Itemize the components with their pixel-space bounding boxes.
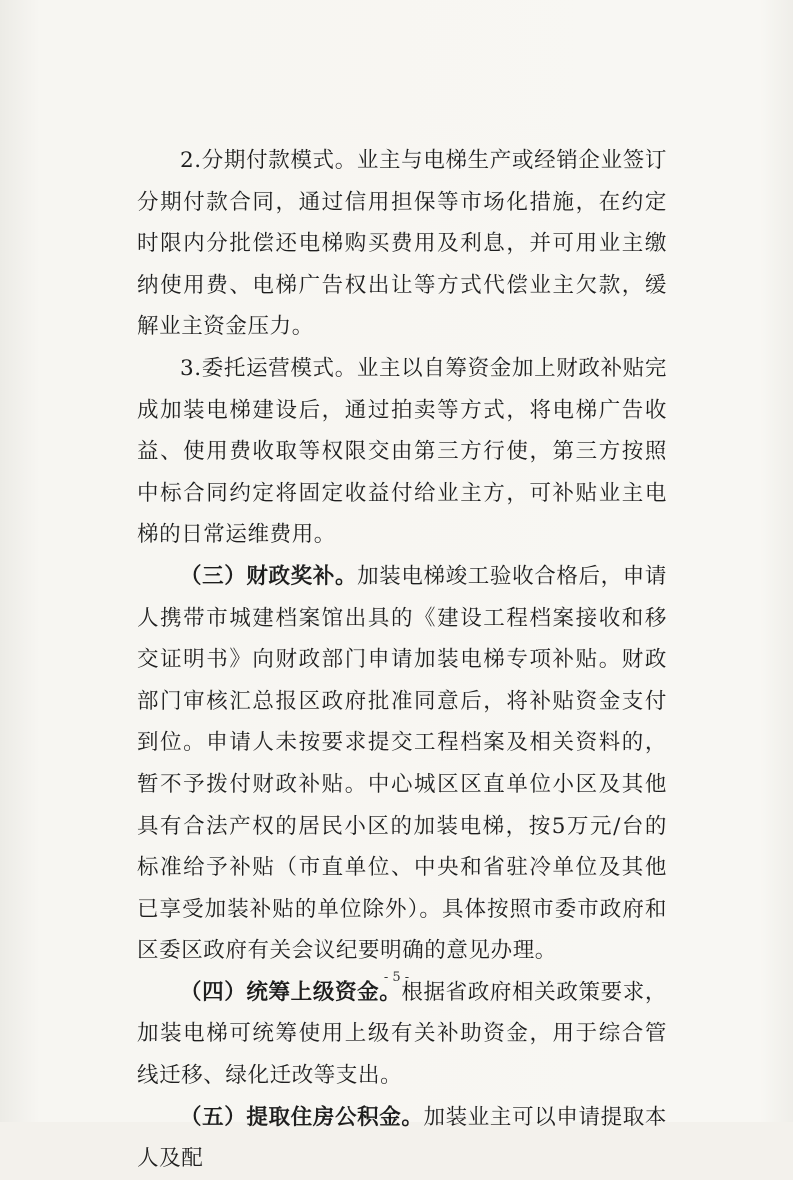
paragraph-text: 加装电梯竣工验收合格后，申请人携带市城建档案馆出具的《建设工程档案接收和移交证明书》向财政部门申请加装电梯专项补贴。财政部门审核汇总报区政府批准同意后，将补贴资金支付到位。申请人未按要求提交工程档案及相关资料的，暂不予拨付财政补贴。中心城区区直单位小区及其他具有合法产权的居民小区的加装电梯，按5万元/台的标准给予补贴（市直单位、中央和省驻冷单位及其他已享受加装补贴的单位除外）。具体按照市委市政府和区委区政府有关会议纪要明确的意见办理。	[137, 563, 667, 964]
body-text	[137, 140, 667, 1180]
paragraph-superior-funds	[137, 972, 667, 1097]
paragraph-lead: （三）财政奖补。	[180, 563, 358, 589]
paragraph-text: 根据省政府相关政策要求，加装电梯可统筹使用上级有关补助资金，用于综合管线迁移、绿化迁改等支出。	[137, 979, 667, 1089]
paragraph-text: 加装业主可以申请提取本人及配	[137, 1104, 667, 1172]
paragraph-installment-payment	[137, 140, 667, 348]
paragraph-entrusted-operation	[137, 348, 667, 556]
paragraph-text: 3.委托运营模式。业主以自筹资金加上财政补贴完成加装电梯建设后，通过拍卖等方式，将电梯广告收益、使用费收取等权限交由第三方行使，第三方按照中标合同约定将固定收益付给业主方，可补贴业主电梯的日常运维费用。	[137, 355, 667, 548]
paragraph-lead: （四）统筹上级资金。	[180, 979, 402, 1005]
paragraph-text: 2.分期付款模式。业主与电梯生产或经销企业签订分期付款合同，通过信用担保等市场化措施，在约定时限内分批偿还电梯购买费用及利息，并可用业主缴纳使用费、电梯广告权出让等方式代偿业主欠款，缓解业主资金压力。	[137, 148, 667, 340]
paragraph-fiscal-subsidy	[137, 556, 667, 972]
paragraph-lead: （五）提取住房公积金。	[180, 1104, 424, 1130]
paragraph-housing-fund	[137, 1097, 667, 1180]
page-number: - 5 -	[383, 970, 410, 985]
